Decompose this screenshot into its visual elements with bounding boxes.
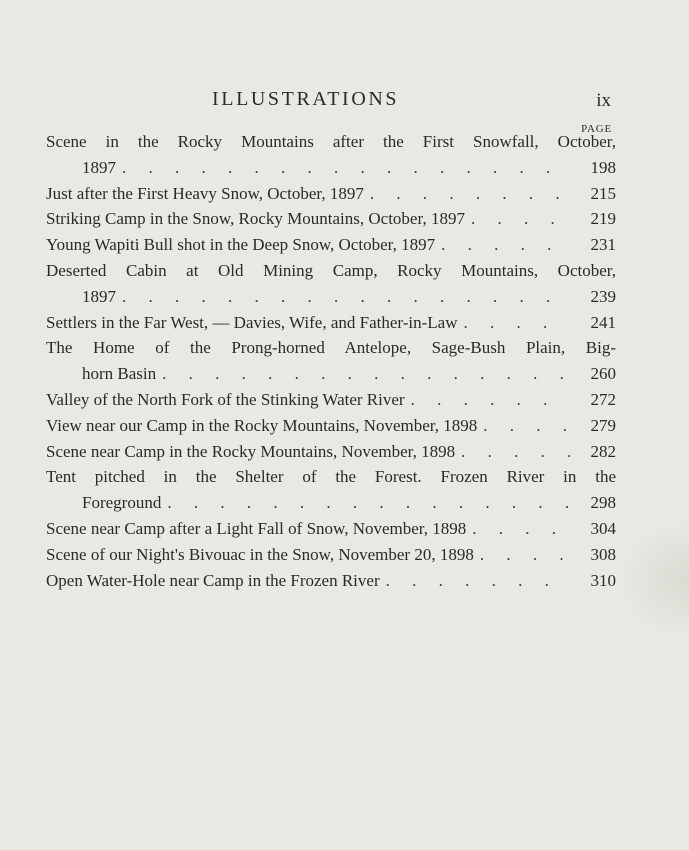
list-item <box>46 181 616 207</box>
entry-page-number: 304 <box>590 518 616 538</box>
list-item <box>46 129 616 181</box>
list-item <box>46 310 616 336</box>
entry-caption: Foreground <box>82 493 162 513</box>
entry-page-number: 272 <box>590 389 616 409</box>
list-item <box>46 439 616 465</box>
running-head <box>0 88 689 114</box>
entry-line <box>46 155 616 181</box>
entry-caption: Striking Camp in the Snow, Rocky Mountains, October, 1897 <box>46 209 465 229</box>
entry-line <box>46 439 616 465</box>
list-item <box>46 232 616 258</box>
dot-leader <box>162 361 570 387</box>
entry-line <box>46 387 616 413</box>
list-item <box>46 464 616 516</box>
entry-line <box>46 181 616 207</box>
entry-line <box>46 568 616 594</box>
list-item <box>46 516 616 542</box>
entry-caption: Settlers in the Far West, — Davies, Wife, and Father-in-Law <box>46 312 458 332</box>
entry-line <box>46 206 616 232</box>
list-item <box>46 206 616 232</box>
entry-page-number: 310 <box>590 570 616 590</box>
entry-page-number: 198 <box>590 157 616 177</box>
entry-caption: Open Water-Hole near Camp in the Frozen River <box>46 570 380 590</box>
entry-page-number: 231 <box>590 235 616 255</box>
entry-line <box>46 258 616 284</box>
list-item <box>46 258 616 310</box>
entry-page-number: 215 <box>590 183 616 203</box>
entry-caption: Young Wapiti Bull shot in the Deep Snow, October, 1897 <box>46 235 436 255</box>
dot-leader <box>472 516 570 542</box>
entry-caption: The Home of the Prong-horned Antelope, Sage-Bush Plain, Big- <box>46 338 616 358</box>
dot-leader <box>483 413 570 439</box>
dot-leader <box>122 155 570 181</box>
dot-leader <box>370 181 570 207</box>
entry-line <box>46 490 616 516</box>
dot-leader <box>471 206 570 232</box>
entry-line <box>46 516 616 542</box>
page-column-label: PAGE <box>581 123 612 135</box>
entry-page-number: 239 <box>590 286 616 306</box>
entry-caption: Scene of our Night's Bivouac in the Snow, November 20, 1898 <box>46 544 474 564</box>
entry-caption: Scene near Camp after a Light Fall of Snow, November, 1898 <box>46 518 467 538</box>
illustrations-list <box>46 129 616 593</box>
entry-page-number: 260 <box>590 364 616 384</box>
entry-page-number: 241 <box>590 312 616 332</box>
dot-leader <box>441 232 570 258</box>
page-title: ILLUSTRATIONS <box>212 88 400 110</box>
entry-page-number: 282 <box>590 441 616 461</box>
list-item <box>46 542 616 568</box>
entry-line <box>46 542 616 568</box>
dot-leader <box>411 387 570 413</box>
entry-line <box>46 310 616 336</box>
entry-line <box>46 284 616 310</box>
entry-caption: 1897 <box>82 286 116 306</box>
list-item <box>46 387 616 413</box>
entry-page-number: 298 <box>590 493 616 513</box>
list-item <box>46 413 616 439</box>
entry-caption: Just after the First Heavy Snow, October, 1897 <box>46 183 364 203</box>
entry-line <box>46 413 616 439</box>
entry-page-number: 308 <box>590 544 616 564</box>
dot-leader <box>464 310 571 336</box>
entry-caption: Deserted Cabin at Old Mining Camp, Rocky Mountains, October, <box>46 260 616 280</box>
entry-caption: Tent pitched in the Shelter of the Forest. Frozen River in the <box>46 467 616 487</box>
entry-line <box>46 361 616 387</box>
dot-leader <box>461 439 570 465</box>
dot-leader <box>122 284 570 310</box>
list-item <box>46 335 616 387</box>
entry-caption: 1897 <box>82 157 116 177</box>
entry-page-number: 279 <box>590 415 616 435</box>
entry-caption: Valley of the North Fork of the Stinking Water River <box>46 389 405 409</box>
entry-line <box>46 335 616 361</box>
entry-caption: Scene in the Rocky Mountains after the First Snowfall, October, <box>46 132 616 151</box>
dot-leader <box>386 568 570 594</box>
page-shadow <box>619 520 689 640</box>
list-item <box>46 568 616 594</box>
entry-line <box>46 464 616 490</box>
entry-page-number: 219 <box>590 209 616 229</box>
entry-line <box>46 232 616 258</box>
entry-caption: horn Basin <box>82 364 157 384</box>
entry-caption: View near our Camp in the Rocky Mountains, November, 1898 <box>46 415 478 435</box>
entry-caption: Scene near Camp in the Rocky Mountains, November, 1898 <box>46 441 456 461</box>
entry-line <box>46 129 616 155</box>
dot-leader <box>480 542 570 568</box>
dot-leader <box>167 490 570 516</box>
page-number: ix <box>596 90 611 111</box>
